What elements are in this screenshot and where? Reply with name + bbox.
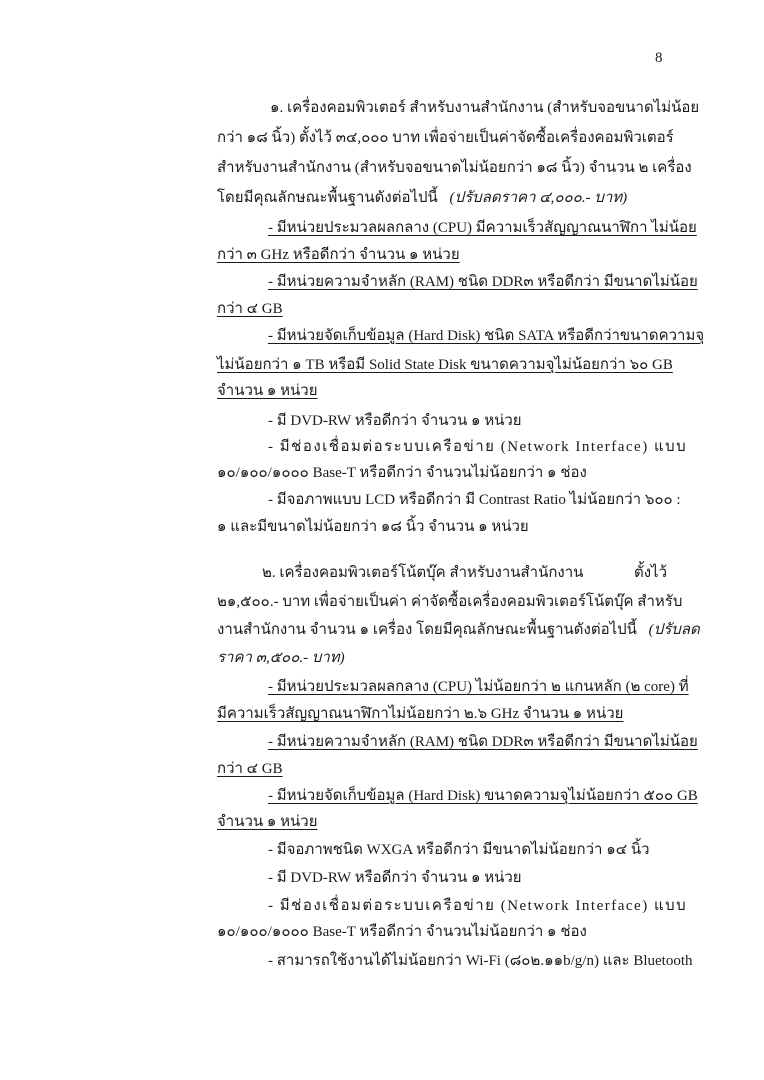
spec-item-ram: - มีหน่วยความจำหลัก (RAM) ชนิด DDR๓ หรือดีกว่า มีขนาดไม่น้อย <box>268 274 698 290</box>
page-number: 8 <box>655 50 663 66</box>
spec-item-hard-disk-cont: ไม่น้อยกว่า ๑ TB หรือมี Solid State Disk ขนาดความจุไม่น้อยกว่า ๖๐ GB <box>217 357 673 373</box>
paragraph-line: สำหรับงานสำนักงาน (สำหรับจอขนาดไม่น้อยกว่า ๑๘ นิ้ว) จำนวน ๒ เครื่อง <box>217 160 692 176</box>
paragraph-text: โดยมีคุณลักษณะพื้นฐานดังต่อไปนี้ <box>217 190 438 206</box>
spec-item-wifi: - สามารถใช้งานได้ไม่น้อยกว่า Wi-Fi (๘๐๒.๑๑b/g/n) และ Bluetooth <box>268 953 693 969</box>
budget-label: ตั้งไว้ <box>633 565 667 581</box>
spec-item-network: - มีช่องเชื่อมต่อระบบเครือข่าย (Network Interface) แบบ <box>268 898 688 914</box>
spec-item-hard-disk-cont: จำนวน ๑ หน่วย <box>217 814 318 830</box>
section-2-heading <box>262 563 667 583</box>
spec-item-network-cont: ๑๐/๑๐๐/๑๐๐๐ Base-T หรือดีกว่า จำนวนไม่น้อยกว่า ๑ ช่อง <box>217 465 587 481</box>
spec-item-network: - มีช่องเชื่อมต่อระบบเครือข่าย (Network Interface) แบบ <box>268 439 688 455</box>
spec-item-cpu-cont: กว่า ๓ GHz หรือดีกว่า จำนวน ๑ หน่วย <box>217 247 460 263</box>
price-reduction-note: (ปรับลดราคา ๔,๐๐๐.- บาท) <box>449 190 628 206</box>
spec-item-hard-disk-cont: จำนวน ๑ หน่วย <box>217 383 318 399</box>
spec-item-ram-cont: กว่า ๔ GB <box>217 761 283 777</box>
paragraph-line: กว่า ๑๘ นิ้ว) ตั้งไว้ ๓๔,๐๐๐ บาท เพื่อจ่ายเป็นค่าจัดซื้อเครื่องคอมพิวเตอร์ <box>217 130 674 146</box>
spec-item-hard-disk: - มีหน่วยจัดเก็บข้อมูล (Hard Disk) ชนิด SATA หรือดีกว่าขนาดความจุ <box>268 328 705 344</box>
paragraph-line: ๒๑,๕๐๐.- บาท เพื่อจ่ายเป็นค่า ค่าจัดซื้อเครื่องคอมพิวเตอร์โน้ตบุ๊ค สำหรับ <box>217 594 683 610</box>
spec-item-lcd: - มีจอภาพแบบ LCD หรือดีกว่า มี Contrast Ratio ไม่น้อยกว่า ๖๐๐ : <box>268 492 681 508</box>
price-reduction-note-cont: ราคา ๓,๕๐๐.- บาท) <box>217 650 345 666</box>
spec-item-cpu-cont: มีความเร็วสัญญาณนาฬิกาไม่น้อยกว่า ๒.๖ GHz จำนวน ๑ หน่วย <box>217 706 624 722</box>
spec-item-dvd: - มี DVD-RW หรือดีกว่า จำนวน ๑ หน่วย <box>268 870 522 886</box>
spec-item-cpu: - มีหน่วยประมวลผลกลาง (CPU) ไม่น้อยกว่า ๒ แกนหลัก (๒ core) ที่ <box>268 679 689 695</box>
paragraph-line <box>217 188 627 208</box>
spec-item-lcd-cont: ๑ และมีขนาดไม่น้อยกว่า ๑๘ นิ้ว จำนวน ๑ หน่วย <box>217 519 529 535</box>
section-1-heading: ๑. เครื่องคอมพิวเตอร์ สำหรับงานสำนักงาน (สำหรับจอขนาดไม่น้อย <box>270 100 700 116</box>
spec-item-cpu: - มีหน่วยประมวลผลกลาง (CPU) มีความเร็วสัญญาณนาฬิกา ไม่น้อย <box>268 220 697 236</box>
spec-item-ram: - มีหน่วยความจำหลัก (RAM) ชนิด DDR๓ หรือดีกว่า มีขนาดไม่น้อย <box>268 734 698 750</box>
spec-item-dvd: - มี DVD-RW หรือดีกว่า จำนวน ๑ หน่วย <box>268 413 522 429</box>
paragraph-text: งานสำนักงาน จำนวน ๑ เครื่อง โดยมีคุณลักษณะพื้นฐานดังต่อไปนี้ <box>217 622 637 638</box>
spec-item-hard-disk: - มีหน่วยจัดเก็บข้อมูล (Hard Disk) ขนาดความจุไม่น้อยกว่า ๕๐๐ GB <box>268 788 698 804</box>
spec-item-ram-cont: กว่า ๔ GB <box>217 301 283 317</box>
section-2-title: ๒. เครื่องคอมพิวเตอร์โน้ตบุ๊ค สำหรับงานสำนักงาน <box>262 565 584 581</box>
paragraph-line <box>217 620 700 640</box>
spec-item-screen: - มีจอภาพชนิด WXGA หรือดีกว่า มีขนาดไม่น้อยกว่า ๑๔ นิ้ว <box>268 842 650 858</box>
price-reduction-note: (ปรับลด <box>648 622 700 638</box>
spec-item-network-cont: ๑๐/๑๐๐/๑๐๐๐ Base-T หรือดีกว่า จำนวนไม่น้อยกว่า ๑ ช่อง <box>217 924 587 940</box>
